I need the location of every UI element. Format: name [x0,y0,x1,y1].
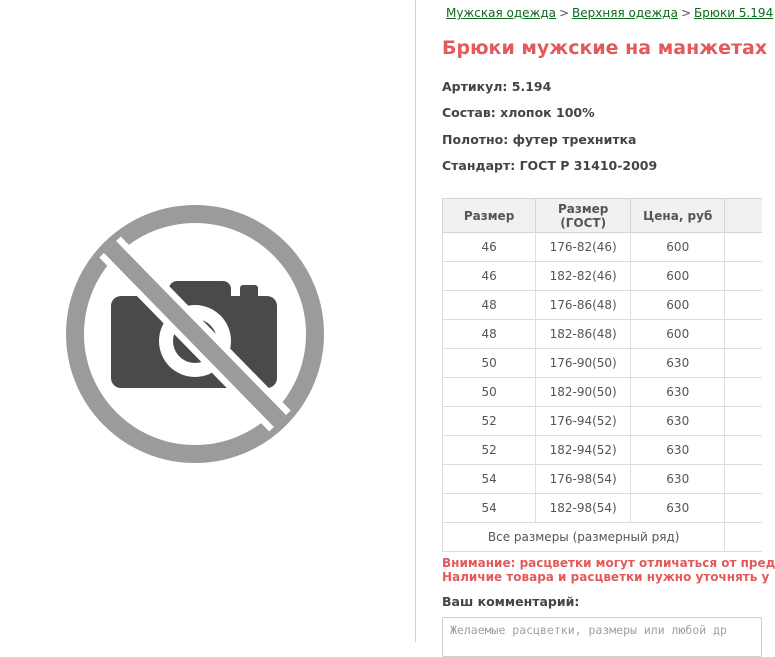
table-row [443,233,763,262]
prop-label: Артикул: [442,79,508,94]
cell-gost-size: 182-94(52) [536,436,631,465]
breadcrumb-link-outerwear[interactable]: Верхняя одежда [572,6,678,20]
color-warning [442,556,775,584]
table-row [443,407,763,436]
breadcrumb-link-mens-clothing[interactable]: Мужская одежда [446,6,556,20]
table-row [443,378,763,407]
column-header-quantity [725,199,762,233]
no-photo-icon [64,203,326,465]
prop-composition [442,105,595,120]
cell-quantity [725,523,762,552]
table-header-row [443,199,763,233]
cell-size: 48 [443,320,536,349]
warning-line: Внимание: расцветки могут отличаться от пред [442,556,775,570]
column-header-size: Размер [443,199,536,233]
prop-article [442,79,551,94]
table-row [443,320,763,349]
cell-gost-size: 182-90(50) [536,378,631,407]
column-header-price: Цена, руб [631,199,725,233]
cell-price: 630 [631,349,725,378]
cell-size: 52 [443,436,536,465]
cell-quantity[interactable] [725,262,762,291]
size-table [442,198,762,552]
cell-price: 600 [631,320,725,349]
prop-value: 5.194 [511,79,552,94]
cell-size: 48 [443,291,536,320]
table-row [443,436,763,465]
breadcrumb-link-product[interactable]: Брюки 5.194 [694,6,774,20]
breadcrumb-separator: > [558,6,570,20]
cell-size: 52 [443,407,536,436]
cell-size: 54 [443,465,536,494]
cell-quantity[interactable] [725,233,762,262]
table-row [443,465,763,494]
prop-value: футер трехнитка [512,132,637,147]
cell-price: 600 [631,262,725,291]
cell-gost-size: 176-82(46) [536,233,631,262]
column-header-gost-size: Размер (ГОСТ) [536,199,631,233]
cell-price: 600 [631,233,725,262]
cell-gost-size: 176-94(52) [536,407,631,436]
cell-size: 46 [443,262,536,291]
cell-size: 46 [443,233,536,262]
cell-price: 600 [631,291,725,320]
cell-quantity[interactable] [725,349,762,378]
cell-price: 630 [631,436,725,465]
cell-size: 50 [443,349,536,378]
prop-label: Состав: [442,105,496,120]
cell-quantity[interactable] [725,494,762,523]
prop-fabric [442,132,637,147]
cell-gost-size: 182-82(46) [536,262,631,291]
prop-value: хлопок 100% [500,105,595,120]
comment-label: Ваш комментарий: [442,594,580,609]
warning-line: Наличие товара и расцветки нужно уточнять у [442,570,770,584]
cell-gost-size: 176-86(48) [536,291,631,320]
cell-price: 630 [631,494,725,523]
breadcrumb [446,6,773,20]
cell-gost-size: 176-98(54) [536,465,631,494]
table-row [443,494,763,523]
table-row [443,349,763,378]
table-row [443,262,763,291]
cell-quantity[interactable] [725,407,762,436]
cell-gost-size: 176-90(50) [536,349,631,378]
prop-value: ГОСТ Р 31410-2009 [519,158,658,173]
cell-gost-size: 182-86(48) [536,320,631,349]
cell-price: 630 [631,378,725,407]
breadcrumb-separator: > [680,6,692,20]
all-sizes-link[interactable]: Все размеры (размерный ряд) [443,523,725,552]
cell-quantity[interactable] [725,436,762,465]
table-row [443,291,763,320]
prop-label: Стандарт: [442,158,516,173]
prop-standard [442,158,657,173]
cell-size: 50 [443,378,536,407]
prop-label: Полотно: [442,132,509,147]
comment-input[interactable] [442,617,762,657]
cell-quantity[interactable] [725,320,762,349]
cell-price: 630 [631,465,725,494]
table-row [443,523,763,552]
cell-quantity[interactable] [725,465,762,494]
cell-quantity[interactable] [725,291,762,320]
cell-gost-size: 182-98(54) [536,494,631,523]
cell-price: 630 [631,407,725,436]
cell-size: 54 [443,494,536,523]
product-title: Брюки мужские на манжетах [442,37,768,59]
cell-quantity[interactable] [725,378,762,407]
